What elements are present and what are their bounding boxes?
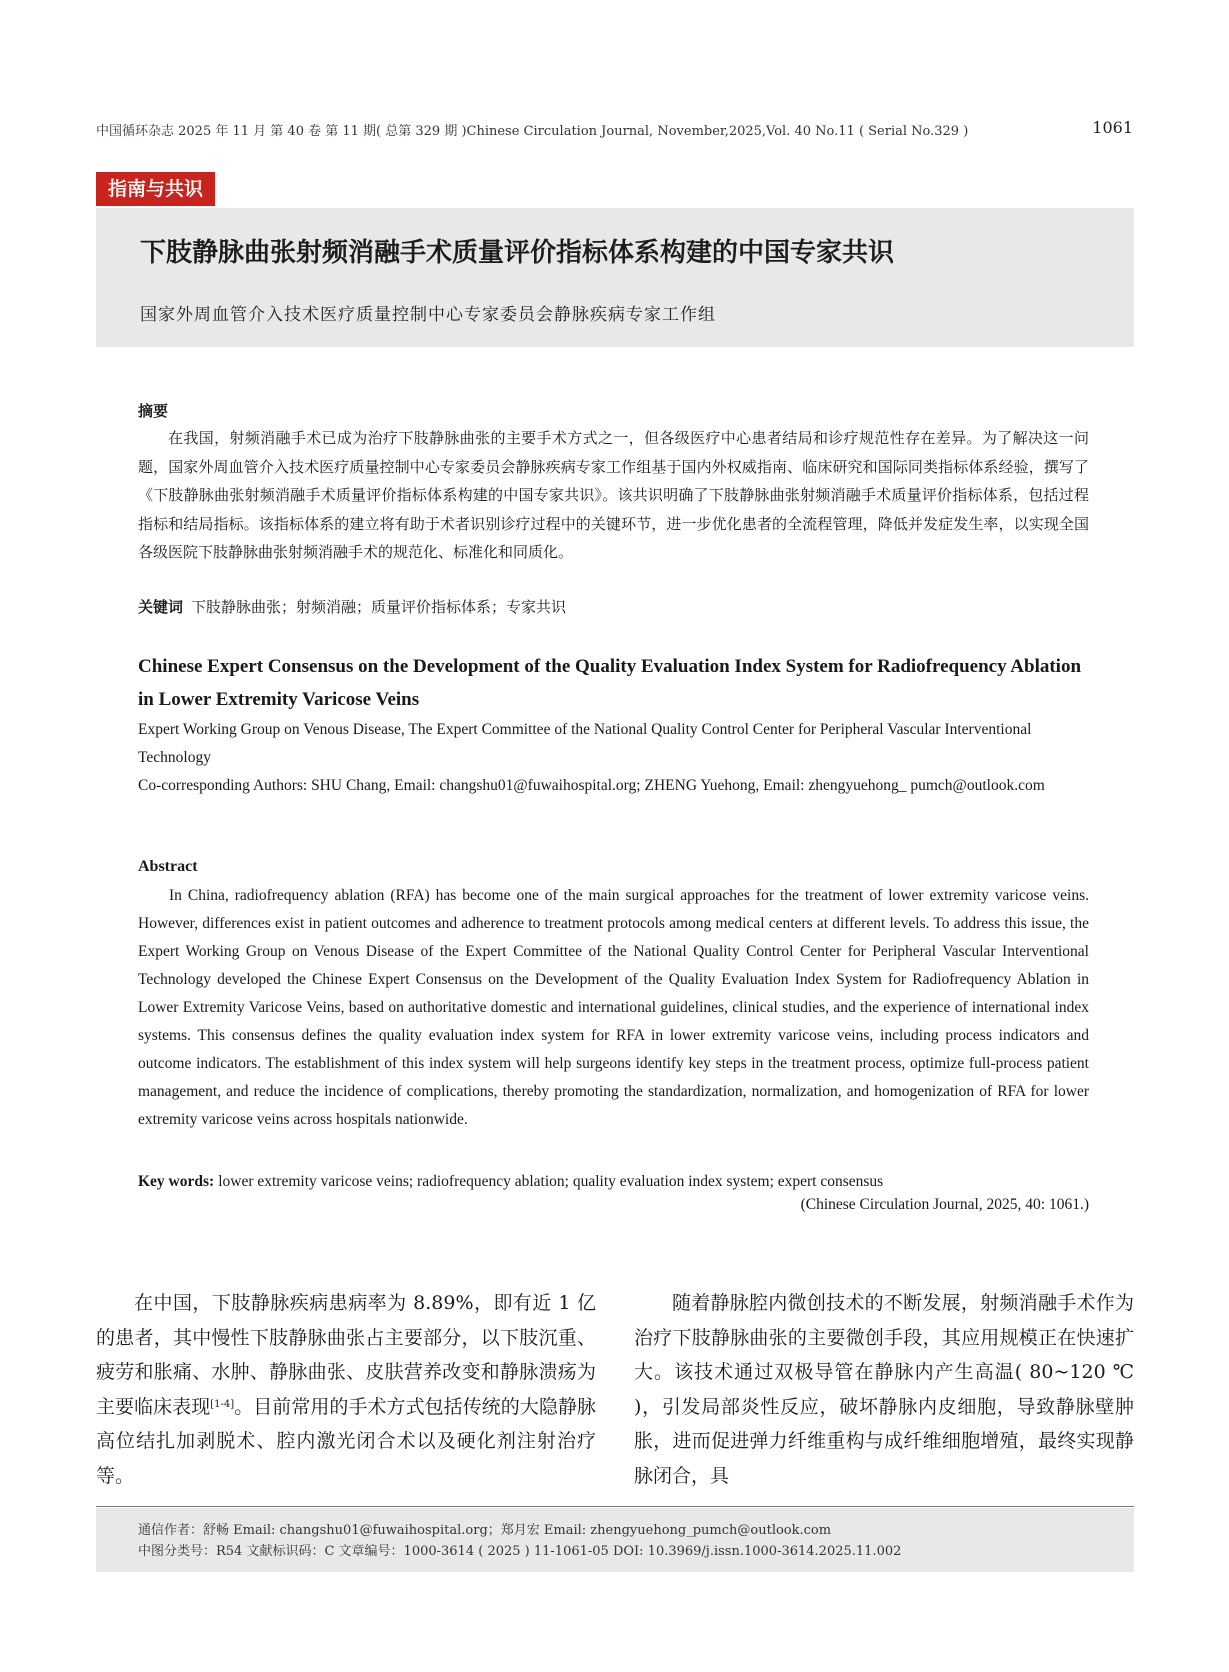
keywords-cn <box>138 593 1089 621</box>
author-group-en: Expert Working Group on Venous Disease, The Expert Committee of the National Quality Control Center for Peripheral Vascular Interventional Technology <box>138 721 1032 766</box>
body-left-part2: 。目前常用的手术方式包括传统的大隐静脉高位结扎加剥脱术、腔内激光闭合术以及硬化剂注射治疗等。 <box>96 1395 596 1487</box>
reference-marker[interactable]: [1-4] <box>210 1398 235 1410</box>
body-text-right: 随着静脉腔内微创技术的不断发展，射频消融手术作为治疗下肢静脉曲张的主要微创手段，其应用规模正在快速扩大。该技术通过双极导管在静脉内产生高温( 80~120 ℃ )，引发局部炎性反应，破坏静脉内皮细胞，导致静脉壁肿胀，进而促进弹力纤维重构与成纤维细胞增殖，最终实现静脉闭合，具 <box>634 1292 1134 1487</box>
body-left-part1: 在中国，下肢静脉疾病患病率为 8.89%，即有近 1 亿的患者，其中慢性下肢静脉曲张占主要部分，以下肢沉重、疲劳和胀痛、水肿、静脉曲张、皮肤营养改变和静脉溃疡为主要临床表现 <box>96 1292 596 1418</box>
footnote-classification: 中图分类号：R54 文献标识码：C 文章编号：1000-3614 ( 2025 ) 11-1061-05 DOI: 10.3969/j.issn.1000-3614.2025.11.002 <box>138 1544 902 1559</box>
running-head: 中国循环杂志 2025 年 11 月 第 40 卷 第 11 期( 总第 329 期 )Chinese Circulation Journal, November,2025,Vol. 40 No.11 ( Serial No.329 ) <box>96 124 969 139</box>
abstract-heading-en: Abstract <box>138 858 198 875</box>
section-tag: 指南与共识 <box>96 172 215 206</box>
page-number: 1061 <box>1092 118 1133 137</box>
citation: (Chinese Circulation Journal, 2025, 40: 1061.) <box>800 1196 1089 1213</box>
article-title-en: Chinese Expert Consensus on the Development of the Quality Evaluation Index System for Radiofrequency Ablation in Lower Extremity Varicose Veins <box>138 656 1082 710</box>
keywords-en <box>138 1168 1089 1196</box>
author-block-en <box>138 716 1089 800</box>
author-group-cn: 国家外周血管介入技术医疗质量控制中心专家委员会静脉疾病专家工作组 <box>140 305 716 325</box>
keywords-text-en: lower extremity varicose veins; radiofrequency ablation; quality evaluation index system; expert consensus <box>218 1173 884 1190</box>
keywords-text-cn: 下肢静脉曲张；射频消融；质量评价指标体系；专家共识 <box>191 598 567 616</box>
abstract-text-en: In China, radiofrequency ablation (RFA) has become one of the main surgical approaches for the treatment of lower extremity varicose veins. However, differences exist in patient outcomes and adherence to treatment protocols among medical centers at different levels. To address this issue, the Expert Working Group on Venous Disease of the Expert Committee of the National Quality Control Center for Peripheral Vascular Interventional Technology developed the Chinese Expert Consensus on the Development of the Quality Evaluation Index System for Radiofrequency Ablation in Lower Extremity Varicose Veins, based on authoritative domestic and international guidelines, clinical studies, and the experience of international index systems. This consensus defines the quality evaluation index system for RFA in lower extremity varicose veins, including process indicators and outcome indicators. The establishment of this index system will help surgeons identify key steps in the treatment process, optimize full-process patient management, and reduce the incidence of complications, thereby promoting the standardization, normalization, and homogenization of RFA for lower extremity varicose veins across hospitals nationwide. <box>138 887 1089 1128</box>
abstract-text-cn: 在我国，射频消融手术已成为治疗下肢静脉曲张的主要手术方式之一，但各级医疗中心患者结局和诊疗规范性存在差异。为了解决这一问题，国家外周血管介入技术医疗质量控制中心专家委员会静脉疾病专家工作组基于国内外权威指南、临床研究和国际同类指标体系经验，撰写了《下肢静脉曲张射频消融手术质量评价指标体系构建的中国专家共识》。该共识明确了下肢静脉曲张射频消融手术质量评价指标体系，包括过程指标和结局指标。该指标体系的建立将有助于术者识别诊疗过程中的关键环节，进一步优化患者的全流程管理，降低并发症发生率，以实现全国各级医院下肢静脉曲张射频消融手术的规范化、标准化和同质化。 <box>138 429 1089 561</box>
body-text-left <box>96 1286 596 1493</box>
abstract-heading-cn: 摘要 <box>138 402 169 420</box>
keywords-label-en: Key words: <box>138 1173 215 1190</box>
title-panel <box>96 208 1134 347</box>
article-title-cn: 下肢静脉曲张射频消融手术质量评价指标体系构建的中国专家共识 <box>140 238 895 268</box>
footer-divider <box>96 1506 1134 1507</box>
corresponding-authors-en: Co-corresponding Authors: SHU Chang, Email: changshu01@fuwaihospital.org; ZHENG Yuehong, Email: zhengyuehong_ pumch@outlook.com <box>138 777 1045 794</box>
keywords-label-cn: 关键词 <box>138 598 184 616</box>
footnote-correspondence: 通信作者：舒畅 Email: changshu01@fuwaihospital.org；郑月宏 Email: zhengyuehong_pumch@outlook.com <box>138 1523 832 1538</box>
